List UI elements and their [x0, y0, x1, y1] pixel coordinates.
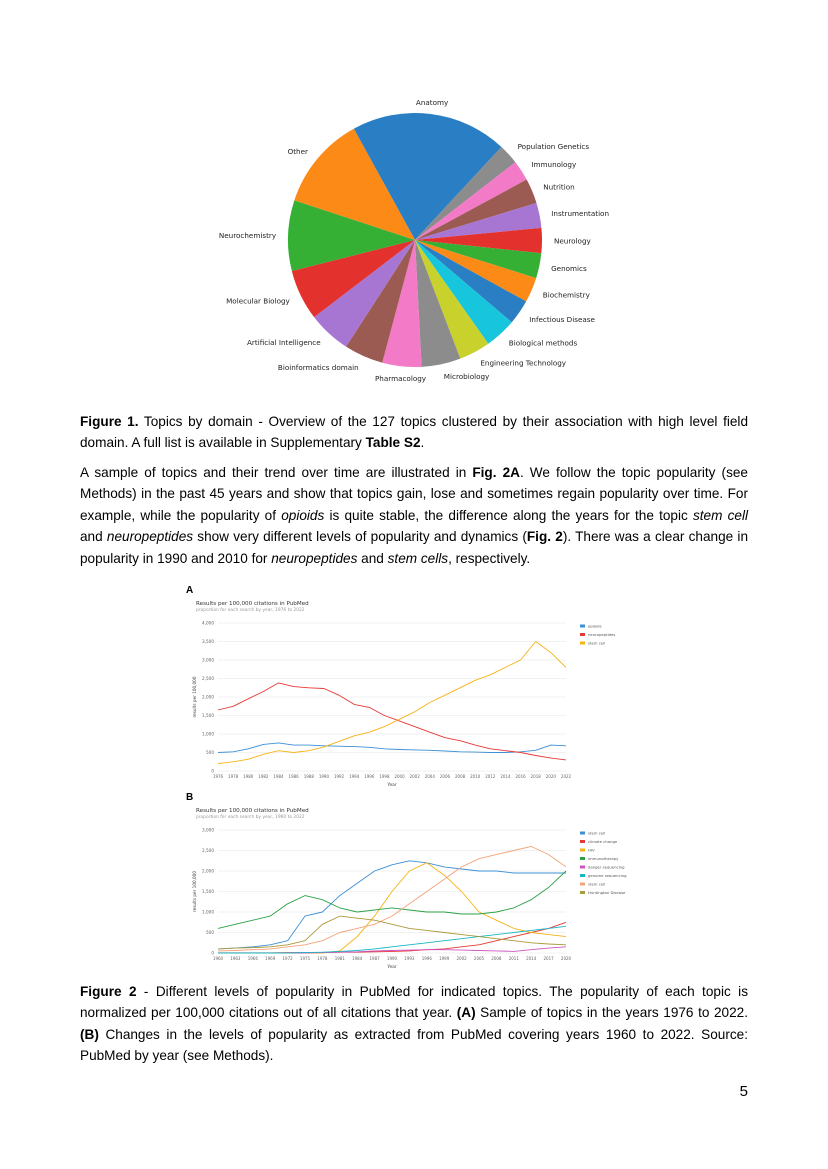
- legend-swatch: [580, 857, 585, 860]
- caption-text: Sample of topics in the years 1976 to 2022.: [475, 1005, 748, 1021]
- term-stem-cells: stem cells: [387, 550, 449, 566]
- y-tick-label: 0: [211, 768, 214, 774]
- x-tick-label: 1963: [230, 956, 241, 961]
- pie-label: Population Genetics: [517, 142, 590, 152]
- x-tick-label: 1981: [334, 956, 345, 961]
- caption-b-marker: (B): [80, 1026, 99, 1042]
- x-tick-label: 1978: [317, 956, 328, 961]
- y-tick-label: 500: [206, 930, 214, 935]
- x-tick-label: 1996: [364, 774, 375, 779]
- legend-swatch: [580, 642, 585, 645]
- pie-label: Microbiology: [443, 372, 490, 381]
- fig2a-ref: Fig. 2A: [472, 465, 520, 480]
- pie-label: Molecular Biology: [226, 296, 290, 306]
- chart-title: Results per 100,000 citations in PubMed: [196, 601, 309, 607]
- y-tick-label: 2,000: [202, 694, 214, 700]
- y-axis-label: results per 100,000: [192, 871, 197, 912]
- y-axis-label: results per 100,000: [192, 676, 197, 718]
- figure1-pie-chart: [190, 90, 640, 390]
- y-tick-label: 1,000: [202, 909, 214, 915]
- legend-label: Huntington Disease: [588, 890, 626, 895]
- chart-subtitle: proportion for each search by year, 1976 to 2022: [196, 608, 305, 613]
- legend-label: opioids: [588, 623, 602, 629]
- para-text: and: [80, 529, 107, 545]
- x-tick-label: 1984: [273, 774, 284, 779]
- x-tick-label: 1966: [247, 956, 258, 961]
- x-tick-label: 2014: [500, 774, 511, 779]
- pie-label: Genomics: [551, 264, 587, 274]
- panel-letter: A: [186, 585, 194, 596]
- figure2-label: Figure 2: [80, 984, 137, 999]
- series-line-neuropeptides: [218, 683, 566, 760]
- x-tick-label: 1994: [349, 774, 360, 779]
- legend-swatch: [580, 874, 585, 877]
- figure1-caption-text: Topics by domain - Overview of the 127 topics clustered by their association with high level field domain. A full list is available in Supplementary: [80, 414, 749, 451]
- series-line-stem-cell: [218, 846, 566, 951]
- x-tick-label: 1986: [288, 774, 299, 779]
- x-tick-label: 1960: [212, 956, 224, 961]
- panel-letter: B: [186, 792, 194, 803]
- pie-label: Artificial Intelligence: [247, 338, 321, 348]
- pie-label: Bioinformatics domain: [277, 363, 359, 373]
- y-tick-label: 0: [211, 950, 214, 956]
- pie-label: Neurochemistry: [218, 231, 277, 241]
- figure2b-line-chart: [186, 790, 627, 975]
- y-tick-label: 3,000: [202, 827, 214, 833]
- legend-swatch: [580, 633, 585, 636]
- legend-swatch: [580, 866, 585, 869]
- chart-subtitle: proportion for each search by year, 1960 to 2022: [196, 815, 305, 820]
- legend-label: climate change: [588, 839, 618, 844]
- pie-label: Anatomy: [415, 98, 449, 108]
- y-tick-label: 2,500: [202, 676, 214, 681]
- x-tick-label: 1988: [303, 774, 314, 779]
- para-text: and: [357, 550, 388, 566]
- y-tick-label: 3,000: [202, 657, 214, 663]
- x-tick-label: 1998: [379, 774, 390, 779]
- legend-swatch: [580, 840, 585, 843]
- x-tick-label: 1987: [369, 956, 380, 961]
- term-opioids: opioids: [281, 507, 325, 523]
- para-text: ). There was a clear change in popularity in 1990 and 2010 for: [80, 529, 748, 566]
- series-line-immunotherapy: [218, 871, 566, 928]
- x-tick-label: 1993: [404, 956, 415, 961]
- x-tick-label: 2011: [508, 956, 519, 961]
- x-tick-label: 2008: [454, 774, 466, 779]
- y-tick-label: 1,500: [202, 889, 214, 894]
- pie-label: Immunology: [531, 160, 577, 170]
- pie-label: Biochemistry: [542, 290, 590, 300]
- x-tick-label: 1969: [265, 956, 276, 961]
- y-tick-label: 2,500: [202, 848, 214, 853]
- x-tick-label: 1999: [439, 956, 450, 961]
- figure1-label: Figure 1.: [80, 414, 139, 429]
- legend-label: stem cell: [588, 830, 606, 836]
- legend-label: HIV: [588, 847, 595, 853]
- x-tick-label: 2017: [543, 956, 554, 961]
- pie-label: Nutrition: [543, 182, 575, 192]
- y-tick-label: 500: [206, 750, 214, 755]
- table-s2-ref: Table S2: [365, 435, 421, 451]
- legend-swatch: [580, 883, 585, 886]
- y-tick-label: 2,000: [202, 868, 214, 874]
- pie-label: Infectious Disease: [529, 315, 595, 325]
- legend-swatch: [580, 832, 585, 835]
- figure1-caption: [80, 411, 748, 454]
- series-line-climate-change: [218, 922, 566, 953]
- body-paragraph: [80, 462, 748, 569]
- para-text: , respectively.: [448, 550, 531, 566]
- para-text: A sample of topics and their trend over time are illustrated in: [80, 465, 473, 480]
- term-stem-cell: stem cell: [692, 507, 748, 523]
- figure2-caption: [80, 981, 748, 1067]
- term-neuropeptides: neuropeptides: [106, 529, 194, 545]
- x-tick-label: 2018: [530, 774, 541, 779]
- x-tick-label: 2010: [470, 774, 481, 779]
- legend-label: Sanger sequencing: [588, 864, 625, 870]
- caption-text: - Different levels of popularity in PubMed for indicated topics. The popularity of each topic is normalized per 100,000 citations out of all citations that year.: [80, 984, 748, 1021]
- pie-label: Other: [287, 147, 308, 157]
- caption-text: Changes in the levels of popularity as extracted from PubMed covering years 1960 to 2022. Source: PubMed by year (see Methods).: [80, 1026, 748, 1064]
- legend-label: genome sequencing: [588, 873, 627, 878]
- caption-a-marker: (A): [456, 1005, 476, 1021]
- para-text: . We follow the topic popularity (see Methods) in the past 45 years and show that topics gain, lose and sometimes regain popularity over time. For example, while the popularity of: [80, 465, 748, 523]
- x-tick-label: 2012: [485, 774, 496, 779]
- term-neuropeptides: neuropeptides: [271, 550, 358, 566]
- x-tick-label: 2020: [560, 956, 572, 961]
- x-tick-label: 1990: [318, 774, 330, 779]
- x-tick-label: 1982: [258, 774, 269, 779]
- x-tick-label: 2014: [526, 956, 537, 961]
- figure2a-line-chart: [186, 583, 616, 793]
- x-tick-label: 1980: [243, 774, 254, 779]
- y-tick-label: 3,500: [202, 639, 214, 644]
- x-tick-label: 1972: [282, 956, 293, 961]
- x-tick-label: 2002: [456, 956, 467, 961]
- x-tick-label: 1975: [299, 956, 311, 961]
- legend-label: stem cell: [588, 881, 606, 887]
- x-tick-label: 2000: [394, 774, 405, 779]
- para-text: show very different levels of popularity and dynamics (: [193, 529, 527, 545]
- x-tick-label: 2016: [515, 774, 526, 779]
- y-tick-label: 1,000: [202, 731, 214, 737]
- pie-label: Instrumentation: [551, 208, 610, 218]
- para-text: is quite stable, the difference along the years for the topic: [324, 507, 693, 523]
- x-tick-label: 2002: [409, 774, 420, 779]
- x-tick-label: 1976: [212, 774, 224, 779]
- pie-label: Neurology: [554, 236, 591, 246]
- series-line-sanger-sequencing: [218, 947, 566, 953]
- x-tick-label: 1978: [228, 774, 239, 779]
- pie-label: Biological methods: [508, 338, 578, 348]
- x-axis-label: Year: [387, 783, 397, 788]
- x-tick-label: 2004: [424, 774, 435, 779]
- x-tick-label: 2020: [545, 774, 556, 779]
- x-tick-label: 2005: [473, 956, 485, 961]
- y-tick-label: 4,000: [202, 620, 214, 626]
- x-tick-label: 2006: [439, 774, 451, 779]
- legend-label: immunotherapy: [588, 856, 619, 861]
- series-line-opioids: [218, 743, 566, 753]
- legend-label: stem cell: [588, 640, 606, 646]
- x-tick-label: 1992: [333, 774, 345, 779]
- x-tick-label: 1990: [386, 956, 398, 961]
- pie-label: Pharmacology: [374, 374, 427, 384]
- x-tick-label: 1984: [352, 956, 363, 961]
- x-tick-label: 1996: [421, 956, 432, 961]
- page-number: 5: [739, 1083, 748, 1100]
- legend-swatch: [580, 625, 585, 628]
- pie-label: Engineering Technology: [480, 358, 567, 368]
- chart-title: Results per 100,000 citations in PubMed: [196, 808, 309, 814]
- y-tick-label: 1,500: [202, 713, 214, 718]
- legend-swatch: [580, 891, 585, 894]
- x-tick-label: 2008: [491, 956, 502, 961]
- legend-swatch: [580, 849, 585, 852]
- fig2-ref: Fig. 2: [526, 529, 563, 545]
- x-tick-label: 2022: [560, 774, 572, 779]
- series-line-stem-cell: [218, 861, 566, 949]
- legend-label: neuropeptides: [588, 632, 616, 637]
- caption1-end: .: [420, 435, 425, 451]
- x-axis-label: Year: [387, 965, 397, 970]
